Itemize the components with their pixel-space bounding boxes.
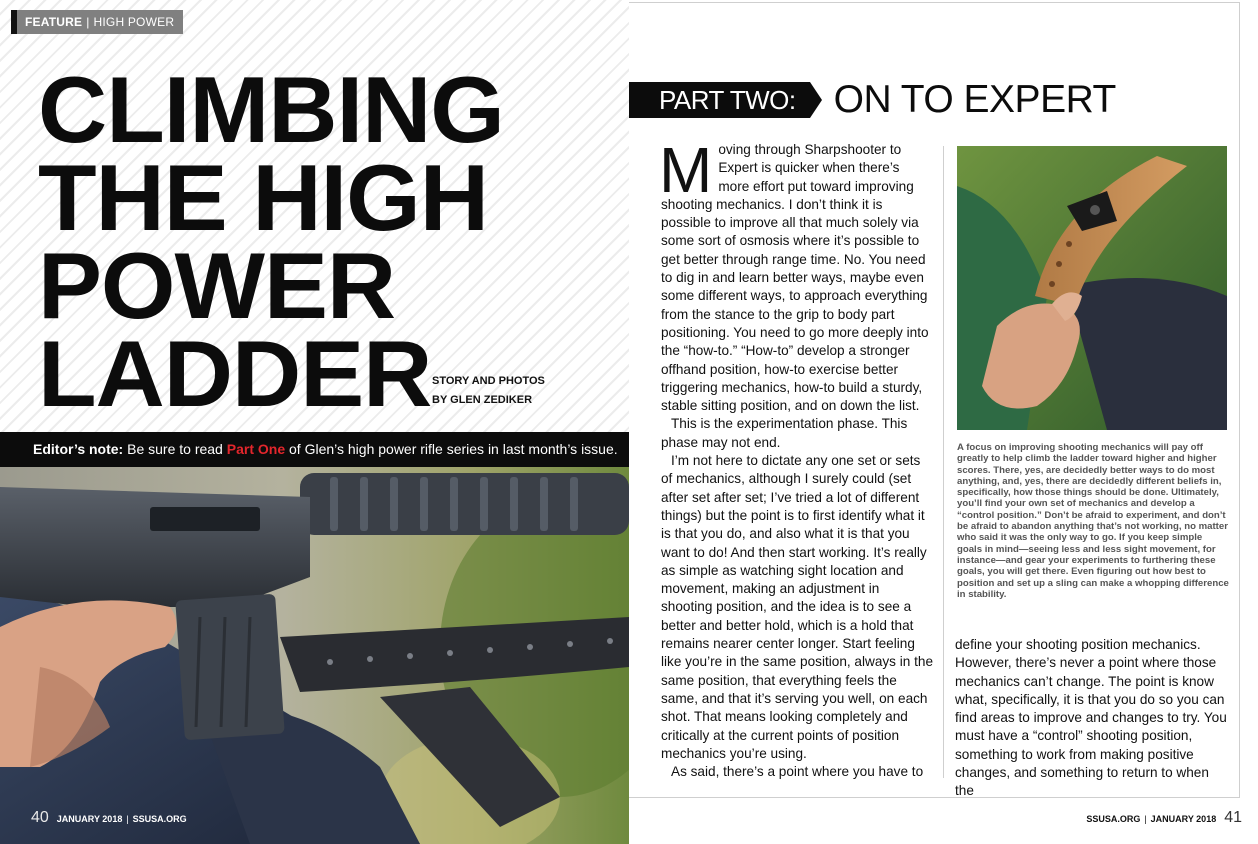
- folio-right-date: JANUARY 2018: [1150, 814, 1217, 824]
- part-title: ON TO EXPERT: [833, 78, 1116, 121]
- handguard-ribs: [330, 477, 578, 531]
- headline-line-4: LADDER: [38, 321, 432, 426]
- folio-right: [1086, 809, 1242, 827]
- feature-separator: |: [86, 15, 90, 29]
- folio-left-date: JANUARY 2018: [56, 814, 123, 824]
- page-number-left: 40: [31, 809, 49, 826]
- editor-note-highlight: Part One: [226, 441, 286, 457]
- part-heading: [629, 80, 1116, 120]
- feature-section: FEATURE: [25, 15, 83, 29]
- paragraph-4: As said, there’s a point where you have to: [671, 764, 924, 780]
- article-column-1: [659, 134, 934, 781]
- folio-left-site: SSUSA.ORG: [132, 814, 187, 824]
- editor-note-bar: [0, 432, 629, 467]
- part-label: PART TWO:: [629, 82, 810, 118]
- folio-right-separator: |: [1144, 814, 1147, 824]
- article-column-2: [955, 636, 1229, 801]
- photo-caption: A focus on improving shooting mechanics will pay off greatly to help climb the ladder toward higher and higher scores. There, yes, are decidedly better ways to do most anything, and, yes, there are decidedly different beliefs in, specifically, how those things should be done. Ultimately, you’ll find your own set of mechanics and develop a “control position.” Don’t be afraid to experiment, and don’t be afraid to abandon anything that’s not working, no matter who said it was the only way to go. If you keep simple goals in mind—seeing less and less sight movement, for instance—and gear your experiments to furthering these goals, you will get there. Even figuring out how best to position and set up a sling can make a whopping difference in stability.: [957, 442, 1229, 600]
- editor-note-text-before: Be sure to read: [123, 441, 227, 457]
- folio-left: [31, 809, 187, 827]
- byline-line-1: STORY AND PHOTOS: [432, 375, 545, 387]
- page-number-right: 41: [1224, 809, 1242, 826]
- headline-line-1: CLIMBING: [38, 57, 504, 162]
- editor-note-text-after: of Glen’s high power rifle series in last month’s issue.: [285, 441, 618, 457]
- rifle-photo: [0, 467, 629, 844]
- feature-subsection: HIGH POWER: [93, 15, 175, 29]
- folio-right-site: SSUSA.ORG: [1086, 814, 1141, 824]
- rifle-magazine: [175, 594, 285, 741]
- paragraph-1-text: oving through Sharpshooter to Expert is quicker when there’s more effort put toward improving shooting mechanics. I don’t think it is possible to improve all that much solely via some sort of osmosis where it’s possible to get better through range time. No. You need to dig in and learn better ways, maybe even some different ways, to approach everything from the stance to the grip to body part positioning. You need to go more deeply into the “how-to.” “How-to” develop a stronger offhand position, how-to exercise better triggering mechanics, how-to build a sturdy, stable sitting position, and on down the list.: [661, 142, 929, 414]
- paragraph-3: I’m not here to dictate any one set or sets of mechanics, although I surely could (set after set after set; I’ve tried a lot of different things) but the point is to first identify what it is that you do, and also what it is that you want to do! And then start working. It’s really as simple as watching sight location and movement, making an adjustment in shooting position, and the idea is to see a better and better hold, which is a hold that remains nearer center longer. Start feeling like you’re in the same position, always in the same position, that everything feels the same, and that it’s serving you well, on each shot. That means looking completely and critically at the current points of position mechanics you’re using.: [661, 453, 934, 761]
- rifle-handguard: [300, 473, 629, 535]
- paragraph-1: [659, 134, 933, 415]
- byline-line-2: BY GLEN ZEDIKER: [432, 394, 533, 406]
- byline: [432, 372, 545, 410]
- feature-tag-box: [17, 10, 183, 34]
- folio-left-separator: |: [126, 814, 129, 824]
- keeper-stud: [1090, 205, 1100, 215]
- ejection-port: [150, 507, 260, 531]
- feature-tag: [11, 10, 183, 34]
- editor-note-label: Editor’s note:: [33, 441, 124, 457]
- column-2-paragraph-1: define your shooting position mechanics. However, there’s never a point where those mechanics can’t change. The point is know what, specifically, it is that you do so you can find areas to improve and changes to try. You must have a “control” shooting position, something to work from making positive changes, and something to return to when the: [955, 637, 1227, 799]
- drop-cap: M: [659, 134, 713, 206]
- headline: [38, 57, 504, 426]
- paragraph-2: This is the experimentation phase. This phase may not end.: [661, 416, 908, 450]
- sling-photo: [957, 146, 1227, 430]
- headline-line-2: THE HIGH: [38, 145, 488, 250]
- column-divider: [943, 146, 944, 778]
- headline-line-3: POWER: [38, 233, 396, 338]
- rifle-receiver: [0, 487, 310, 607]
